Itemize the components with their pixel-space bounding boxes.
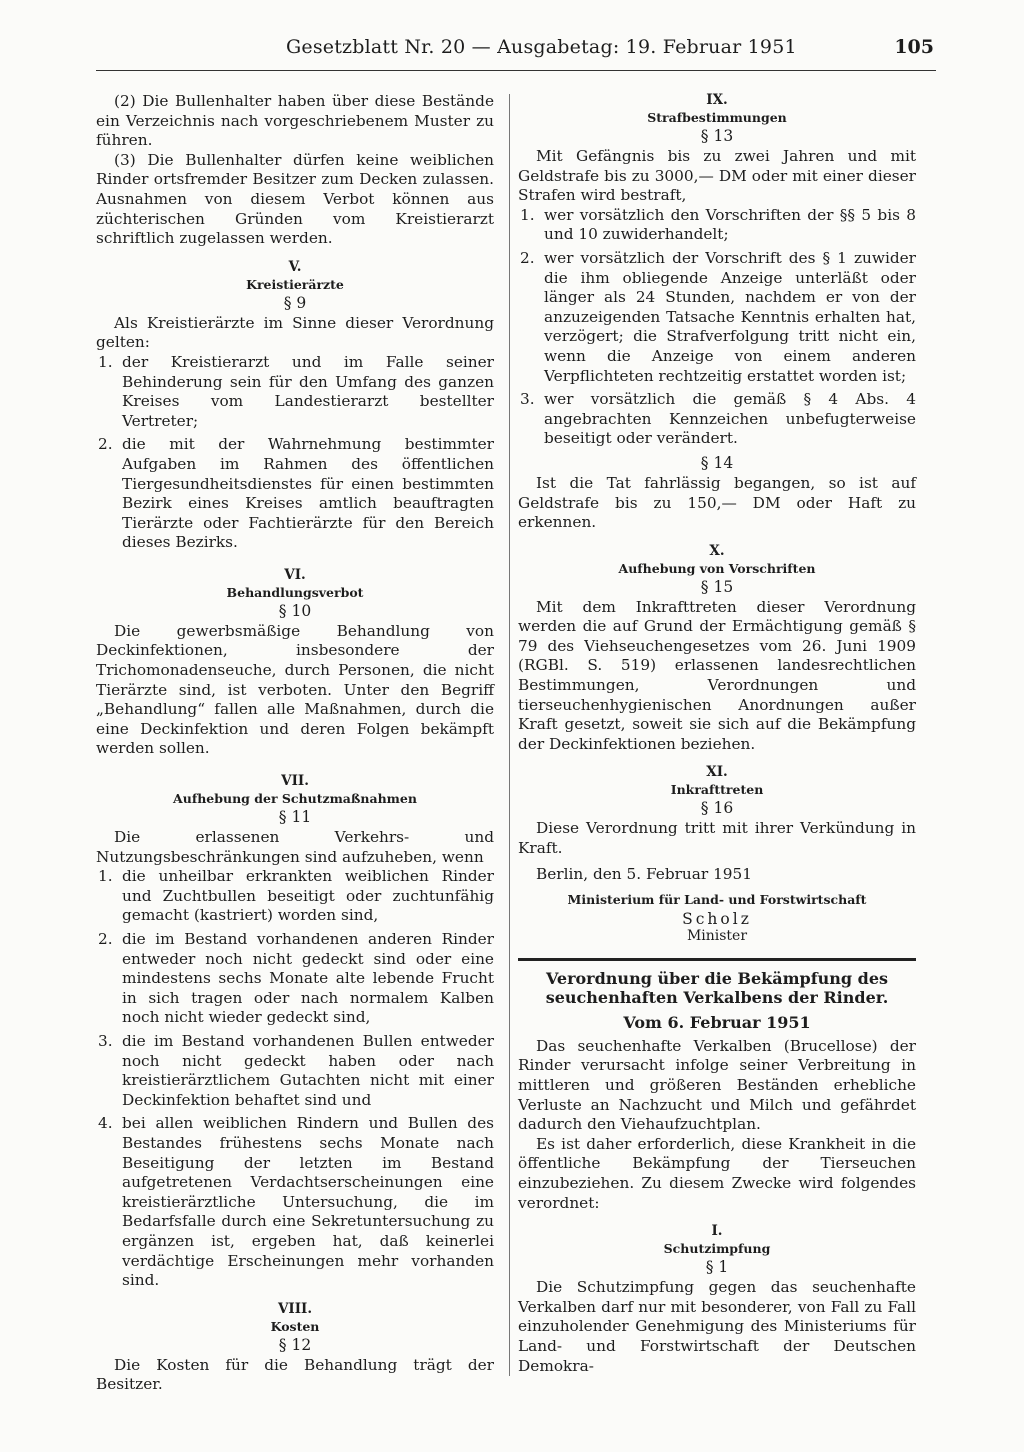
section-xi-heading: Inkrafttreten [670, 782, 764, 798]
list-item: 2. wer vorsätzlich der Vorschrift des § 1 zuwider die ihm obliegende Anzeige unterläßt oder länger als 24 Stunden, nachdem er von der anzuzeigenden Tatsache Kenntnis erhalten hat, verzögert; die Strafverfolgung tritt nicht ein, wenn die Anzeige von einem anderen Verpflichteten rechtzeitig erstattet worden ist; [520, 248, 916, 385]
section-12-text: Die Kosten für die Behandlung trägt der Besitzer. [96, 1355, 494, 1394]
list-item: 1. wer vorsätzlich den Vorschriften der §§ 5 bis 8 und 10 zuwiderhandelt; [520, 205, 916, 244]
section-xi-numeral: XI. [706, 764, 728, 781]
section-9-sign: § 9 [283, 293, 307, 312]
section-10-text: Die gewerbsmäßige Behandlung von Deckinfektionen, insbesondere der Trichomonadenseuche, durch Personen, die nicht Tierärzte sind, ist verboten. Unter den Begriff „Behandlung“ fallen alle Maßnahmen, durch die eine Deckinfektion und deren Folgen bekämpft werden sollen. [96, 621, 494, 758]
list-item: 2. die im Bestand vorhandenen anderen Rinder entweder noch nicht gedeckt sind oder eine mindestens sechs Monate alte lebende Frucht in sich tragen oder nach normalem Kalben noch nicht wieder gedeckt sind, [98, 930, 494, 1027]
section-10-sign: § 10 [278, 601, 312, 620]
header-title: Gesetzblatt Nr. 20 — Ausgabetag: 19. Februar 1951 [286, 36, 797, 58]
list-item: 2. die mit der Wahrnehmung bestimmter Aufgaben im Rahmen des öffentlichen Tiergesundheitsdienstes für einen bestimmten Bezirk eines Kreises amtlich beauftragten Tierärzte oder Fachtierärzte für den Bereich dieses Bezirks. [98, 435, 494, 552]
section-vii-numeral: VII. [281, 773, 309, 790]
signature-place-date: Berlin, den 5. Februar 1951 [536, 864, 752, 883]
section-ix-numeral: IX. [706, 92, 728, 108]
section-vi-numeral: VI. [284, 566, 306, 583]
ordinance-preamble-2: Es ist daher erforderlich, diese Krankheit in die öffentliche Bekämpfung der Tierseuchen einzubeziehen. Zu diesem Zwecke wird folgendes verordnet: [518, 1134, 916, 1212]
column-divider [509, 94, 510, 1376]
ordinance-section-1-text: Die Schutzimpfung gegen das seuchenhafte Verkalben darf nur mit besonderer, von Fall zu Fall einzuholender Genehmigung des Ministeriums für Land- und Forstwirtschaft der Deutschen Demokra- [518, 1278, 916, 1375]
section-15-sign: § 15 [700, 577, 734, 596]
section-9-intro: Als Kreistierärzte im Sinne dieser Verordnung gelten: [96, 313, 494, 352]
section-x-numeral: X. [709, 542, 725, 559]
section-v-heading: Kreistierärzte [246, 276, 344, 292]
ordinance-date: Vom 6. Februar 1951 [623, 1013, 811, 1033]
section-11-sign: § 11 [278, 808, 312, 827]
signature-name: Scholz [682, 910, 752, 929]
paragraph-intro-2: (2) Die Bullenhalter haben über diese Bestände ein Verzeichnis nach vorgeschriebenem Muster zu führen. [96, 92, 494, 150]
section-16-sign: § 16 [700, 799, 734, 818]
list-item: 3. die im Bestand vorhandenen Bullen entweder noch nicht gedeckt haben oder nach kreistierärztlichem Gutachten nicht mit einer Deckinfektion behaftet sind und [98, 1031, 494, 1109]
section-13-list [518, 206, 916, 449]
signature-title: Minister [686, 928, 748, 945]
ordinance-preamble-1: Das seuchenhafte Verkalben (Brucellose) der Rinder verursacht infolge seiner Verbreitung in mittleren und größeren Beständen erhebliche Verluste an Nachzucht und Milch und gefährdet dadurch den Viehaufzuchtplan. [518, 1036, 916, 1134]
paragraph-intro-3: (3) Die Bullenhalter dürfen keine weiblichen Rinder ortsfremder Besitzer zum Decken zulassen. Ausnahmen von diesem Verbot können aus züchterischen Gründen vom Kreistierarzt schriftlich zugelassen werden. [96, 150, 494, 248]
section-viii-numeral: VIII. [277, 1300, 313, 1317]
page-header [96, 36, 936, 71]
section-15-text: Mit dem Inkrafttreten dieser Verordnung werden die auf Grund der Ermächtigung gemäß § 79 des Viehseuchengesetzes vom 26. Juni 1909 (RGBl. S. 519) erlassenen landesrechtlichen Bestimmungen, Verordnungen und tierseuchenhygienischen Anordnungen außer Kraft gesetzt, soweit sie sich auf die Bekämpfung der Deckinfektionen beziehen. [518, 597, 916, 753]
ordinance-section-i-numeral: I. [711, 1223, 723, 1240]
section-11-intro: Die erlassenen Verkehrs- und Nutzungsbeschränkungen sind aufzuheben, wenn [96, 828, 494, 866]
section-ix-heading: Strafbestimmungen [647, 110, 787, 125]
section-x-heading: Aufhebung von Vorschriften [618, 560, 816, 576]
section-v-numeral: V. [288, 258, 302, 275]
section-14-text: Ist die Tat fahrlässig begangen, so ist auf Geldstrafe bis zu 150,— DM oder Haft zu erkennen. [518, 473, 916, 532]
list-item: 4. bei allen weiblichen Rindern und Bullen des Bestandes frühestens sechs Monate nach Beseitigung der letzten im Bestand aufgetretenen Verdachtserscheinungen eine kreistierärztliche Untersuchung, die im Bedarfsfalle durch eine Sekretuntersuchung zu ergänzen ist, ergeben hat, daß keinerlei verdächtige Erscheinungen mehr vorhanden sind. [98, 1114, 494, 1290]
signature-ministry: Ministerium für Land- und Forstwirtschaft [567, 892, 867, 908]
right-column [518, 92, 916, 1376]
list-item: 3. wer vorsätzlich die gemäß § 4 Abs. 4 angebrachten Kennzeichen unbefugterweise beseitigt oder verändert. [520, 390, 916, 448]
section-vi-heading: Behandlungsverbot [226, 584, 364, 600]
list-item: 1. der Kreistierarzt und im Falle seiner Behinderung sein für den Umfang des ganzen Kreises vom Landestierarzt bestellter Vertreter; [98, 352, 494, 430]
section-12-sign: § 12 [278, 1335, 312, 1354]
section-vii-heading: Aufhebung der Schutzmaßnahmen [173, 791, 417, 807]
ordinance-title: Verordnung über die Bekämpfung des seuchenhaften Verkalbens der Rinder. [545, 969, 889, 1008]
ordinance-section-i-heading: Schutzimpfung [663, 1241, 771, 1257]
section-16-text: Diese Verordnung tritt mit ihrer Verkündung in Kraft. [518, 819, 916, 858]
section-13-intro: Mit Gefängnis bis zu zwei Jahren und mit Geldstrafe bis zu 3000,— DM oder mit einer dieser Strafen wird bestraft, [518, 147, 916, 205]
section-13-sign: § 13 [700, 127, 734, 145]
ordinance-section-1-sign: § 1 [705, 1258, 729, 1277]
page-number: 105 [894, 36, 934, 58]
list-item: 1. die unheilbar erkrankten weiblichen Rinder und Zuchtbullen beseitigt oder zuchtunfähig gemacht (kastriert) worden sind, [98, 867, 494, 925]
section-11-list [96, 867, 494, 1290]
left-column [96, 92, 494, 1395]
section-14-sign: § 14 [700, 453, 734, 472]
section-9-list [96, 353, 494, 553]
ordinance-separator [518, 958, 916, 961]
section-viii-heading: Kosten [270, 1318, 320, 1334]
